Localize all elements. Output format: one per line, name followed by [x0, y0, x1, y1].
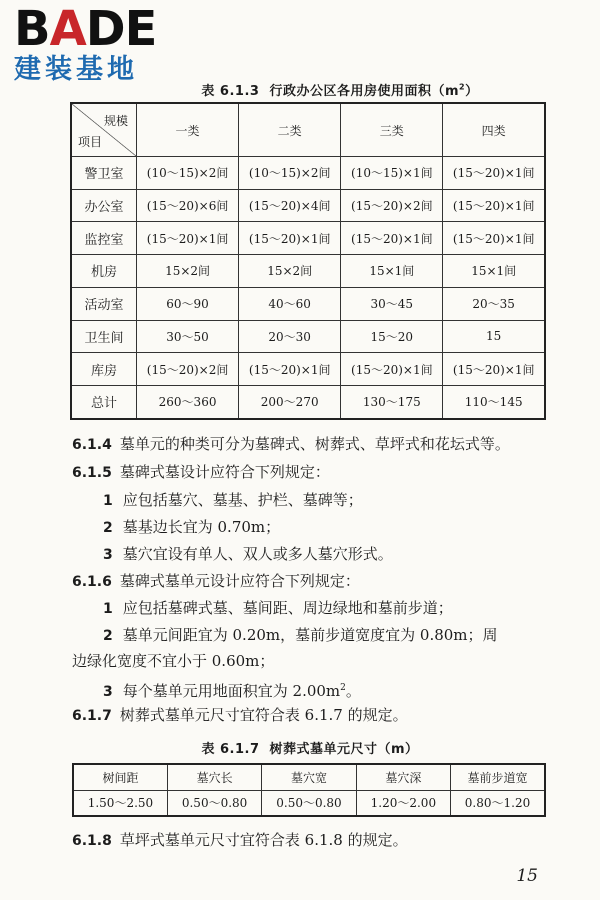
table-cell: 15×1间: [341, 255, 443, 288]
column-header: 三类: [341, 103, 443, 157]
table-row: [71, 189, 545, 222]
table-cell: (10～15)×2间: [239, 157, 341, 190]
row-header: 库房: [71, 353, 137, 386]
logo-wordmark: BADE: [14, 1, 157, 57]
clause-6-1-6-item-2-continued: 边绿化宽度不宜小于 0.60m；: [72, 652, 275, 670]
table-cell: 15×1间: [443, 255, 545, 288]
column-header: 墓穴深: [356, 764, 450, 790]
table-cell: 0.80～1.20: [451, 790, 545, 816]
table-cell: 15×2间: [137, 255, 239, 288]
clause-6-1-6-item-1: 1 应包括墓碑式墓、墓间距、周边绿地和墓前步道；: [103, 599, 453, 617]
table-cell: 30～45: [341, 287, 443, 320]
table-cell: (15～20)×2间: [341, 189, 443, 222]
column-header: 二类: [239, 103, 341, 157]
table-cell: (15～20)×6间: [137, 189, 239, 222]
table-cell: 0.50～0.80: [167, 790, 261, 816]
row-header: 活动室: [71, 287, 137, 320]
row-header: 机房: [71, 255, 137, 288]
table-cell: 40～60: [239, 287, 341, 320]
table-row: [71, 157, 545, 190]
table-cell: 0.50～0.80: [262, 790, 356, 816]
table-row: [73, 790, 545, 816]
table-cell: 1.20～2.00: [356, 790, 450, 816]
table-cell: (15～20)×1间: [443, 189, 545, 222]
clause-6-1-5-item-2: 2 墓基边长宜为 0.70m；: [103, 518, 281, 536]
office-area-table: [70, 102, 546, 420]
table-row: [71, 222, 545, 255]
table-cell: 110～145: [443, 385, 545, 419]
row-header: 监控室: [71, 222, 137, 255]
table-cell: (15～20)×1间: [239, 222, 341, 255]
table-cell: 130～175: [341, 385, 443, 419]
table-cell: 30～50: [137, 320, 239, 353]
clause-6-1-4: 6.1.4 墓单元的种类可分为墓碑式、树葬式、草坪式和花坛式等。: [72, 435, 510, 453]
clause-6-1-6-item-2: 2 墓单元间距宜为 0.20m，墓前步道宽度宜为 0.80m；周: [103, 626, 498, 644]
table-cell: 200～270: [239, 385, 341, 419]
table-cell: (15～20)×1间: [137, 222, 239, 255]
row-header: 卫生间: [71, 320, 137, 353]
table-cell: 20～30: [239, 320, 341, 353]
table-cell: (15～20)×1间: [443, 157, 545, 190]
table-cell: (15～20)×1间: [239, 353, 341, 386]
column-header: 树间距: [73, 764, 167, 790]
table-row: [71, 385, 545, 419]
table-cell: (15～20)×1间: [341, 353, 443, 386]
row-header: 警卫室: [71, 157, 137, 190]
clause-6-1-8: 6.1.8 草坪式墓单元尺寸宜符合表 6.1.8 的规定。: [72, 831, 408, 849]
table-cell: 15: [443, 320, 545, 353]
table-cell: (15～20)×2间: [137, 353, 239, 386]
column-header: 一类: [137, 103, 239, 157]
table-cell: 15×2间: [239, 255, 341, 288]
table-row: [71, 287, 545, 320]
table-cell: (10～15)×2间: [137, 157, 239, 190]
clause-6-1-6-item-3: 3 每个墓单元用地面积宜为 $2.00m^2$。: [103, 682, 361, 700]
column-header: 墓穴长: [167, 764, 261, 790]
table-6-1-7-caption: 表 6.1.7 树葬式墓单元尺寸（m）: [201, 742, 419, 757]
tree-burial-size-table: [72, 763, 546, 817]
clause-6-1-5-item-3: 3 墓穴宜设有单人、双人或多人墓穴形式。: [103, 545, 393, 563]
table-cell: 1.50～2.50: [73, 790, 167, 816]
table-cell: 20～35: [443, 287, 545, 320]
bade-logo: [14, 1, 157, 86]
table-cell: (15～20)×4间: [239, 189, 341, 222]
table-cell: (15～20)×1间: [341, 222, 443, 255]
table-row: [71, 353, 545, 386]
clause-6-1-7: 6.1.7 树葬式墓单元尺寸宜符合表 6.1.7 的规定。: [72, 706, 408, 724]
table-cell: (10～15)×1间: [341, 157, 443, 190]
table-corner-cell: 规模 项目: [71, 103, 137, 157]
clause-6-1-5-item-1: 1 应包括墓穴、墓基、护栏、墓碑等；: [103, 491, 363, 509]
page-number: 15: [516, 866, 538, 886]
clause-6-1-5: 6.1.5 墓碑式墓设计应符合下列规定：: [72, 463, 330, 481]
clause-6-1-6: 6.1.6 墓碑式墓单元设计应符合下列规定：: [72, 572, 360, 590]
table-cell: 260～360: [137, 385, 239, 419]
table-row: [71, 320, 545, 353]
logo-subtitle: 建装基地: [14, 54, 138, 85]
row-header: 总计: [71, 385, 137, 419]
table-cell: 15～20: [341, 320, 443, 353]
table-cell: (15～20)×1间: [443, 353, 545, 386]
table-cell: 60～90: [137, 287, 239, 320]
table-row: [71, 255, 545, 288]
row-header: 办公室: [71, 189, 137, 222]
column-header: 墓前步道宽: [451, 764, 545, 790]
table-6-1-3-caption: 表 6.1.3 行政办公区各用房使用面积$(m^2)$: [201, 82, 479, 99]
column-header: 墓穴宽: [262, 764, 356, 790]
column-header: 四类: [443, 103, 545, 157]
table-cell: (15～20)×1间: [443, 222, 545, 255]
